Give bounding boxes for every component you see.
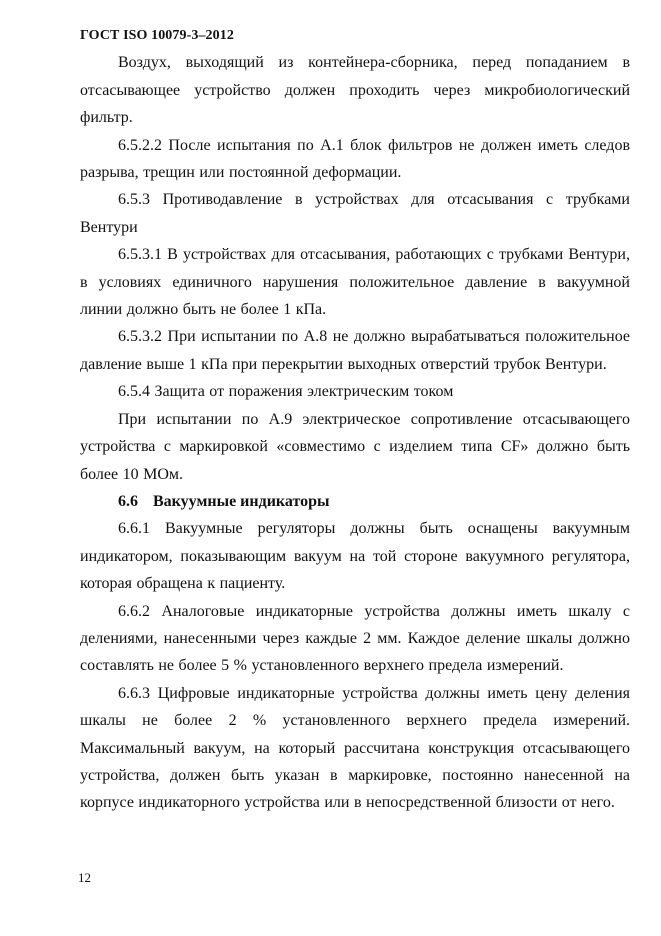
paragraph-6-6-3: 6.6.3 Цифровые индикаторные устройства должны иметь цену деления шкалы не более 2 % установленного верхнего предела измерений. Максимальный вакуум, на который рассчитана конструкция отсасывающего устройства, должен быть указан в маркировке, постоянно нанесенной на корпусе индикаторного устройства или в непосредственной близости от него. [80, 684, 630, 812]
paragraph-6-5-2-2: 6.5.2.2 После испытания по А.1 блок фильтров не должен иметь следов разрыва, трещин или постоянной деформации. [80, 136, 630, 182]
section-number: 6.6 [118, 492, 138, 510]
paragraph-6-5-4: 6.5.4 Защита от поражения электрическим током [118, 383, 454, 401]
paragraph-6-6-2: 6.6.2 Аналоговые индикаторные устройства должны иметь шкалу с делениями, нанесенными через каждые 2 мм. Каждое деление шкалы должно составлять не более 5 % установленного верхнего предела измерений. [80, 602, 630, 675]
section-heading-6-6 [80, 488, 630, 515]
paragraph-6-5-3-1: 6.5.3.1 В устройствах для отсасывания, работающих с трубками Вентури, в условиях единичного нарушения положительное давление в вакуумной линии должно быть не более 1 кПа. [80, 246, 630, 319]
paragraph-6-5-3: 6.5.3 Противодавление в устройствах для отсасывания с трубками Вентури [80, 191, 630, 236]
document-content [80, 22, 630, 817]
paragraph-intro: Воздух, выходящий из контейнера-сборника, перед попаданием в отсасывающее устройство должен проходить через микробиологический фильтр. [80, 54, 630, 127]
page-number: 12 [78, 870, 91, 885]
paragraph-6-6-1: 6.6.1 Вакуумные регуляторы должны быть оснащены вакуумным индикатором, показывающим вакуум на той стороне вакуумного регулятора, которая обращена к пациенту. [80, 520, 630, 593]
paragraph-a9-resistance: При испытании по А.9 электрическое сопротивление отсасывающего устройства с маркировкой «совместимо с изделием типа CF» должно быть более 10 МОм. [80, 410, 630, 483]
paragraph-6-5-3-2: 6.5.3.2 При испытании по А.8 не должно вырабатываться положительное давление выше 1 кПа при перекрытии выходных отверстий трубок Вентури. [80, 328, 630, 373]
document-header: ГОСТ ISO 10079-3–2012 [80, 28, 234, 43]
section-title: Вакуумные индикаторы [153, 492, 330, 510]
